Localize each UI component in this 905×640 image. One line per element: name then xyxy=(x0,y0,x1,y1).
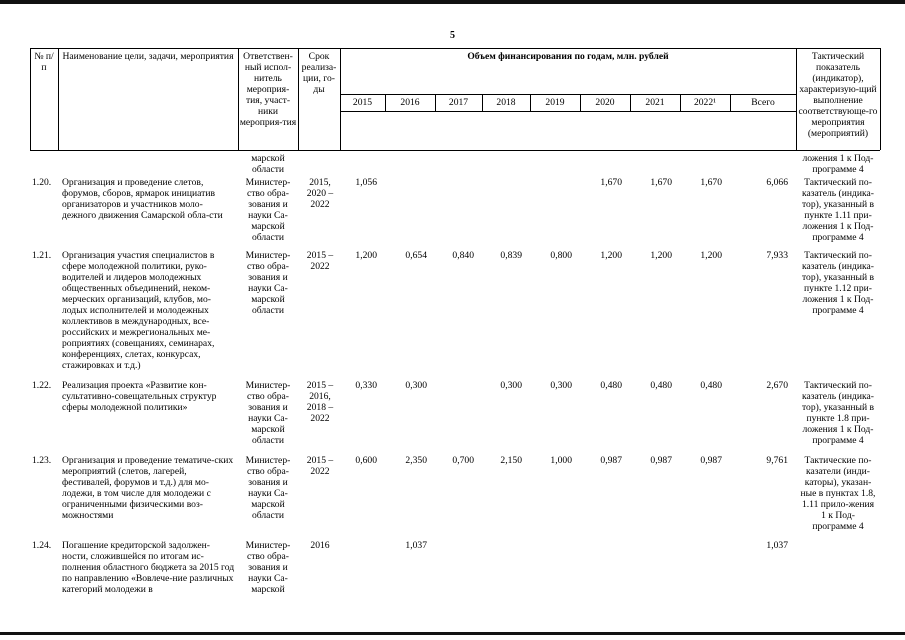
row-value: 7,933 xyxy=(766,250,788,261)
row-name: Организация и проведение слетов, форумов, сборов, ярмарок инициатив организаторов и участников моло-дежного движения Самарской обла-сти xyxy=(62,177,223,221)
header-top-line xyxy=(30,48,880,49)
row-value: 0,300 xyxy=(500,380,522,391)
row-value: 1,200 xyxy=(700,250,722,261)
row-responsible: Министер-ство обра-зования и науки Са-марской области xyxy=(245,380,291,446)
row-name: Организация и проведение тематиче-ских мероприятий (слетов, лагерей, фестивалей, форумов и т.д.) для мо-лодежи, в том числе для молодежи с ограниченными физическими воз-можностями xyxy=(62,455,234,521)
row-value: 0,330 xyxy=(355,380,377,391)
row-value: 0,480 xyxy=(650,380,672,391)
years-top-line xyxy=(340,94,796,95)
row-term: 2015 – 2022 xyxy=(306,455,334,477)
row-responsible: Министер-ство обра-зования и науки Са-марской xyxy=(245,540,291,595)
row-term: 2016 xyxy=(310,540,330,551)
header-term: Срок реализа-ции, го-ды xyxy=(301,51,337,95)
row-indicator: Тактический по-казатель (индика-тор), указанный в пункте 1.11 при-ложения 1 к Под-программе 4 xyxy=(801,177,875,243)
row-value: 1,037 xyxy=(405,540,427,551)
row-value: 0,300 xyxy=(550,380,572,391)
header-year: 2019 xyxy=(545,97,565,108)
row-value: 2,150 xyxy=(500,455,522,466)
row-value: 0,987 xyxy=(700,455,722,466)
header-col-line xyxy=(30,48,31,150)
row-value: 6,066 xyxy=(766,177,788,188)
row-value: 1,037 xyxy=(766,540,788,551)
row-value: 0,839 xyxy=(500,250,522,261)
row-value: 2,670 xyxy=(766,380,788,391)
row-number: 1.20. xyxy=(32,177,52,188)
row-value: 1,670 xyxy=(700,177,722,188)
header-year: 2016 xyxy=(400,97,420,108)
row-value: 1,200 xyxy=(355,250,377,261)
top-border xyxy=(0,0,905,4)
row-value: 0,480 xyxy=(700,380,722,391)
row-number: 1.22. xyxy=(32,380,52,391)
row-value: 0,987 xyxy=(600,455,622,466)
row-value: 1,200 xyxy=(600,250,622,261)
header-year: 2015 xyxy=(352,97,373,108)
row-value: 0,700 xyxy=(452,455,474,466)
page-number: 5 xyxy=(450,30,455,41)
carry-indicator: ложения 1 к Под-программе 4 xyxy=(802,153,874,175)
row-responsible: Министер-ство обра-зования и науки Са-марской области xyxy=(245,177,291,243)
row-value: 0,480 xyxy=(600,380,622,391)
row-number: 1.21. xyxy=(32,250,52,261)
row-term: 2015 – 2022 xyxy=(306,250,334,272)
row-value: 1,056 xyxy=(355,177,377,188)
header-year: 2018 xyxy=(496,97,516,108)
header-resp: Ответствен-ный испол-нитель мероприя-тия, участ-ники мероприя-тия xyxy=(239,51,297,128)
bottom-border xyxy=(0,632,905,635)
row-term: 2015 – 2016, 2018 – 2022 xyxy=(306,380,334,424)
row-value: 9,761 xyxy=(766,455,788,466)
row-value: 1,200 xyxy=(650,250,672,261)
header-col-line xyxy=(880,48,881,150)
header-bottom-line xyxy=(30,150,880,151)
row-indicator: Тактические по-казатели (инди-каторы), указан-ные в пунктах 1.8, 1.11 прило-жения 1 к Под-программе 4 xyxy=(800,455,876,532)
header-name: Наименование цели, задачи, мероприятия xyxy=(62,51,234,62)
header-col-line xyxy=(58,48,59,150)
row-name: Организация участия специалистов в сфере молодежной политики, руко-водителей и лидеров молодежных общественных объединений, неком-мерческих организаций, клубов, мо-лодых исполнителей и молодежных коллективов в международных, все-российских и межрегиональных ме-роприятиях (совещаниях, семинарах, конференциях, слетах, конкурсах, стажировках и т.д.) xyxy=(62,250,215,371)
header-year: 2020 xyxy=(595,97,615,108)
years-bottom-line xyxy=(340,111,796,112)
header-num: № п/п xyxy=(34,51,54,73)
row-indicator: Тактический по-казатель (индика-тор), указанный в пункте 1.12 при-ложения 1 к Под-программе 4 xyxy=(801,250,875,316)
row-value: 0,654 xyxy=(405,250,427,261)
row-value: 0,600 xyxy=(355,455,377,466)
header-year: Всего xyxy=(751,97,775,108)
row-value: 1,670 xyxy=(600,177,622,188)
header-year: 2021 xyxy=(645,97,665,108)
carry-resp: марской области xyxy=(251,153,285,175)
row-value: 1,670 xyxy=(650,177,672,188)
row-responsible: Министер-ство обра-зования и науки Са-марской области xyxy=(245,250,291,316)
row-number: 1.24. xyxy=(32,540,52,551)
row-responsible: Министер-ство обра-зования и науки Са-марской области xyxy=(245,455,291,521)
row-number: 1.23. xyxy=(32,455,52,466)
row-indicator: Тактический по-казатель (индика-тор), указанный в пункте 1.8 при-ложения 1 к Под-программе 4 xyxy=(801,380,875,446)
header-indicator: Тактический показатель (индикатор), характеризую-щий выполнение соответствующе-го мероприятия (мероприятий) xyxy=(798,51,878,139)
row-value: 0,300 xyxy=(405,380,427,391)
row-value: 2,350 xyxy=(405,455,427,466)
row-value: 0,987 xyxy=(650,455,672,466)
row-value: 0,840 xyxy=(452,250,474,261)
header-funding: Объем финансирования по годам, млн. рублей xyxy=(467,51,669,62)
header-year: 2022¹ xyxy=(693,97,717,108)
row-name: Погашение кредиторской задолжен-ности, сложившейся по итогам ис-полнения областного бюджета за 2015 год по направлению «Вовлече-ние различных категорий молодежи в xyxy=(62,540,235,595)
row-term: 2015, 2020 – 2022 xyxy=(306,177,334,210)
header-col-line xyxy=(796,48,797,150)
row-name: Реализация проекта «Развитие кон-сультативно-совещательных структур сферы молодежной политики» xyxy=(62,380,217,413)
row-value: 1,000 xyxy=(550,455,572,466)
header-year: 2017 xyxy=(448,97,469,108)
row-value: 0,800 xyxy=(550,250,572,261)
